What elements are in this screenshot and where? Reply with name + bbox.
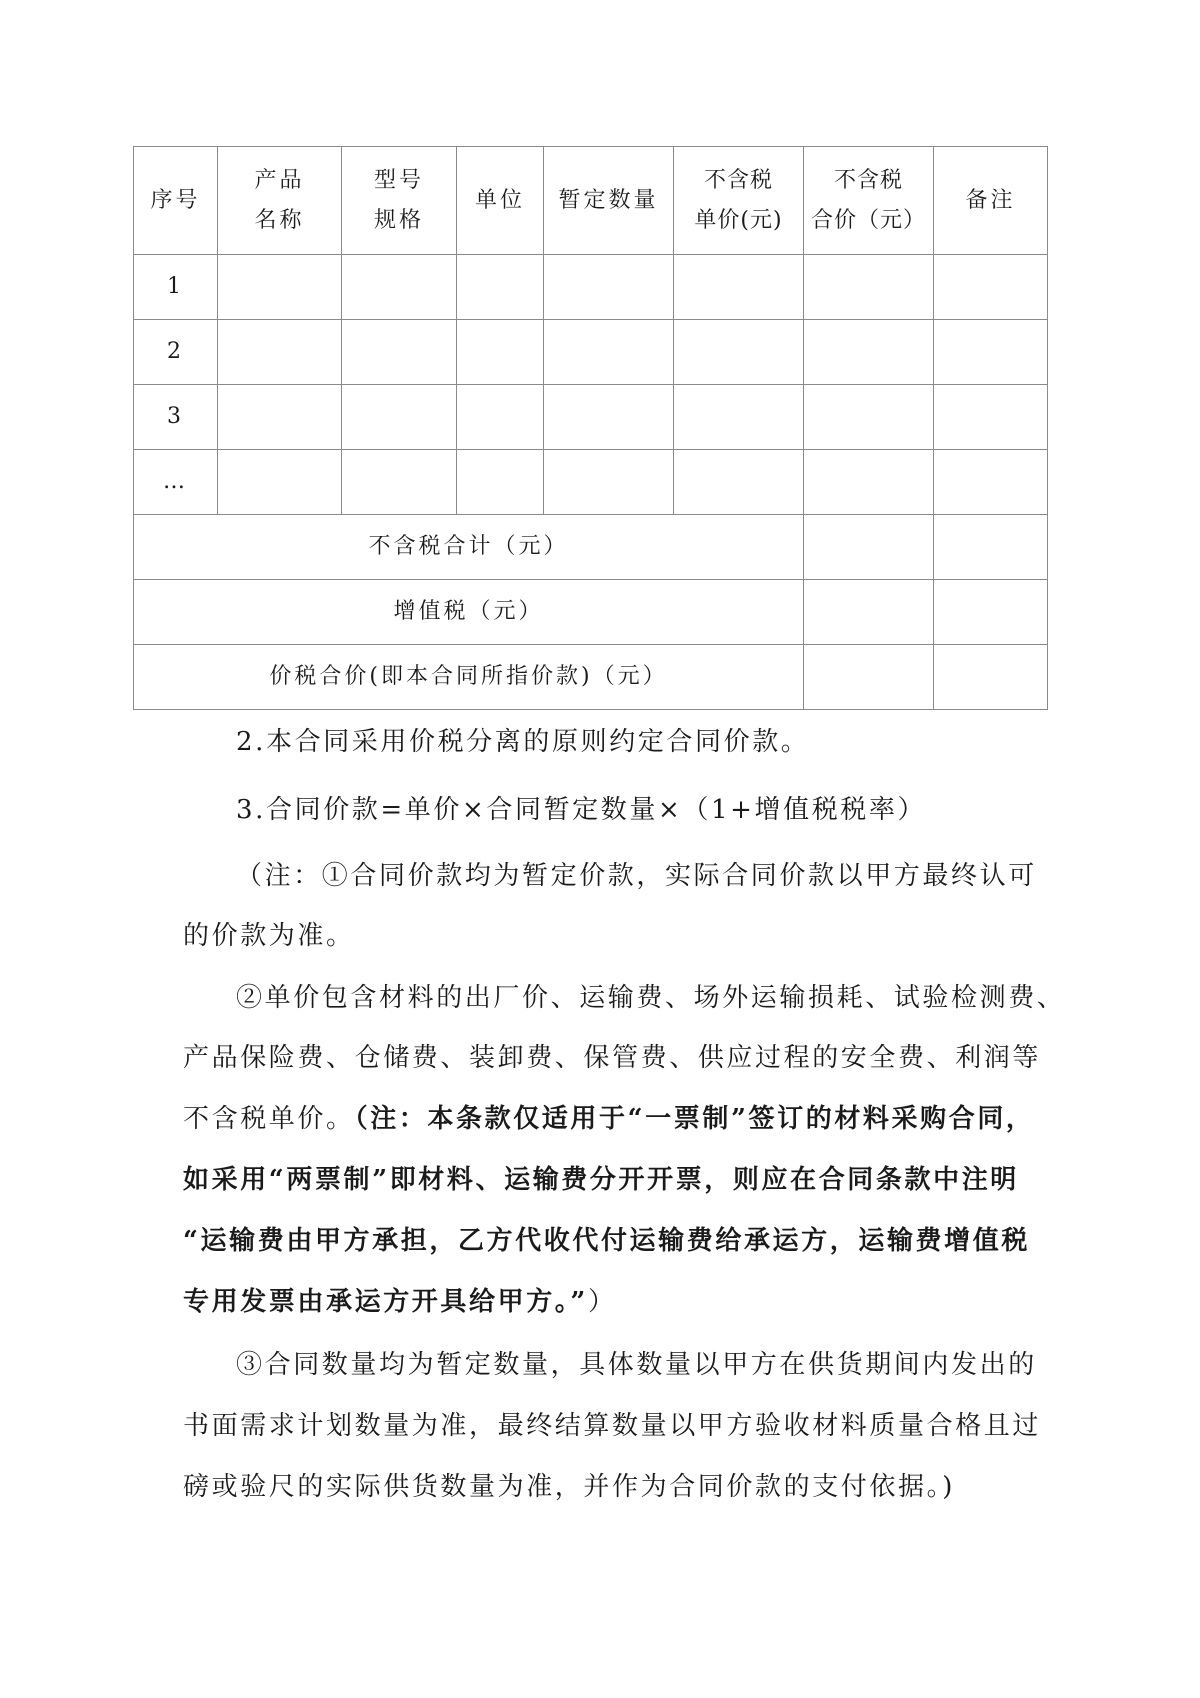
row-index: 3: [134, 385, 218, 450]
header-cell: 备注: [934, 147, 1048, 255]
header-cell: 产品 名称: [218, 147, 342, 255]
clause-2: 2.本合同采用价税分离的原则约定合同价款。: [236, 727, 810, 757]
summary-label: 价税合价(即本合同所指价款)（元）: [134, 645, 804, 710]
note-3-line: 磅或验尺的实际供货数量为准，并作为合同价款的支付依据。): [183, 1472, 955, 1502]
note-3-line: ③合同数量均为暂定数量，具体数量以甲方在供货期间内发出的: [236, 1350, 1037, 1380]
note-2-bold-text: （注：本条款仅适用于“一票制”签订的材料采购合同，: [354, 1104, 1035, 1134]
table-row: [134, 255, 1048, 320]
clause-3: 3.合同价款=单价×合同暂定数量×（1+增值税税率）: [236, 795, 927, 825]
header-cell: 不含税 单价(元): [674, 147, 804, 255]
summary-row-vat: [134, 580, 1048, 645]
table-header-row: [134, 147, 1048, 255]
header-cell: 不含税 合价（元）: [804, 147, 934, 255]
summary-label: 增值税（元）: [134, 580, 804, 645]
note-2-line: ②单价包含材料的出厂价、运输费、场外运输损耗、试验检测费、: [236, 983, 1066, 1013]
summary-row-total: [134, 645, 1048, 710]
note-2-bold-line: “运输费由甲方承担，乙方代收代付运输费给承运方，运输费增值税: [183, 1226, 1030, 1256]
header-cell: 序号: [134, 147, 218, 255]
note-3-line: 书面需求计划数量为准，最终结算数量以甲方验收材料质量合格且过: [183, 1411, 1042, 1441]
header-cell: 型号 规格: [342, 147, 457, 255]
note-2-line: 产品保险费、仓储费、装卸费、保管费、供应过程的安全费、利润等: [183, 1043, 1042, 1073]
note-2-text: ）: [587, 1287, 617, 1317]
table-row: [134, 450, 1048, 515]
note-2-text: 不含税单价。: [183, 1104, 355, 1134]
price-table: [133, 146, 1048, 710]
table-row: [134, 385, 1048, 450]
row-index: 1: [134, 255, 218, 320]
note-2-line: [183, 1089, 1035, 1149]
summary-row-subtotal: [134, 515, 1048, 580]
note-1-line: 的价款为准。: [183, 921, 355, 951]
note-2-line: [183, 1272, 1028, 1332]
row-index: 2: [134, 320, 218, 385]
header-cell: 单位: [457, 147, 544, 255]
header-cell: 暂定数量: [544, 147, 674, 255]
note-2-bold-line: 如采用“两票制”即材料、运输费分开开票，则应在合同条款中注明: [183, 1165, 1019, 1195]
table-row: [134, 320, 1048, 385]
row-index: …: [134, 450, 218, 515]
note-2-bold-text: 专用发票由承运方开具给甲方。”: [183, 1287, 588, 1317]
note-1-line: （注：①合同价款均为暂定价款，实际合同价款以甲方最终认可: [236, 861, 1037, 891]
summary-label: 不含税合计（元）: [134, 515, 804, 580]
